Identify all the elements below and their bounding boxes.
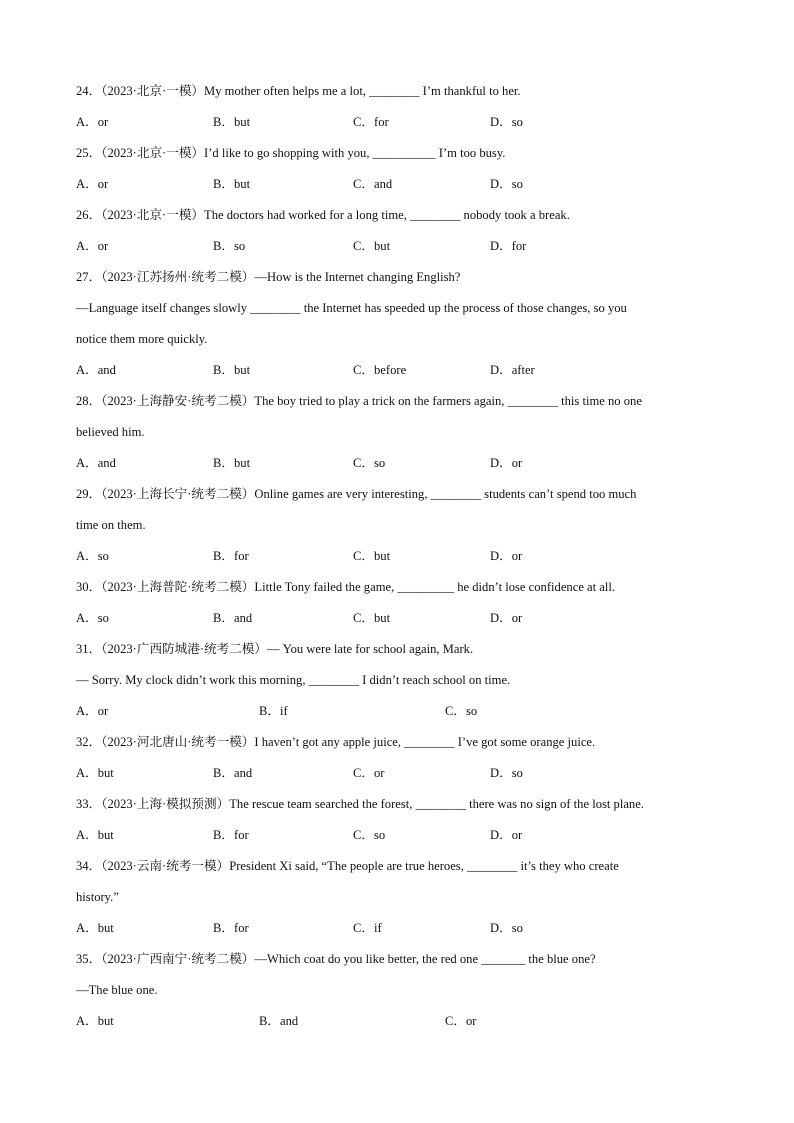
question-block — [76, 262, 716, 386]
question-block — [76, 76, 716, 138]
answer-option[interactable]: B．but — [213, 363, 251, 377]
question-stem: 25．（2023·北京·一模）I’d like to go shopping with you, __________ I’m too busy. — [76, 146, 506, 160]
question-stem: 24．（2023·北京·一模）My mother often helps me a lot, ________ I’m thankful to her. — [76, 84, 521, 98]
answer-option[interactable]: B．and — [259, 1014, 299, 1028]
answer-option[interactable]: A．and — [76, 456, 116, 470]
answer-option[interactable]: D．or — [490, 828, 523, 842]
answer-option[interactable]: C．and — [353, 177, 393, 191]
answer-option[interactable]: D．so — [490, 766, 523, 780]
answer-option[interactable]: C．for — [353, 115, 389, 129]
answer-option[interactable]: A．or — [76, 704, 109, 718]
question-stem: 26．（2023·北京·一模）The doctors had worked for a long time, ________ nobody took a break. — [76, 208, 570, 222]
answer-option[interactable]: A．but — [76, 766, 114, 780]
answer-option[interactable]: D．or — [490, 456, 523, 470]
answer-options — [76, 603, 716, 634]
answer-option[interactable]: A．or — [76, 115, 109, 129]
answer-option[interactable]: C．or — [445, 1014, 477, 1028]
answer-option[interactable]: D．for — [490, 239, 527, 253]
answer-option[interactable]: B．if — [259, 704, 288, 718]
question-block — [76, 634, 716, 727]
question-stem-continued: notice them more quickly. — [76, 332, 208, 346]
answer-option[interactable]: C．before — [353, 363, 407, 377]
question-stem: 32．（2023·河北唐山·统考一模）I haven’t got any apple juice, ________ I’ve got some orange juice. — [76, 735, 596, 749]
answer-option[interactable]: A．so — [76, 549, 109, 563]
question-stem-continued: time on them. — [76, 518, 146, 532]
answer-options — [76, 541, 716, 572]
question-block — [76, 200, 716, 262]
answer-option[interactable]: C．but — [353, 239, 391, 253]
answer-option[interactable]: B．for — [213, 921, 249, 935]
question-stem: 30．（2023·上海普陀·统考二模）Little Tony failed the game, _________ he didn’t lose confidence at all. — [76, 580, 616, 594]
question-stem-continued: history.” — [76, 890, 119, 904]
answer-options — [76, 820, 716, 851]
answer-option[interactable]: C．so — [353, 828, 386, 842]
question-stem-continued: —The blue one. — [76, 983, 158, 997]
question-stem: 31．（2023·广西防城港·统考二模）— You were late for school again, Mark. — [76, 642, 474, 656]
question-block — [76, 479, 716, 572]
question-block — [76, 944, 716, 1037]
question-stem: 27．（2023·江苏扬州·统考二模）—How is the Internet changing English? — [76, 270, 461, 284]
answer-option[interactable]: B．and — [213, 766, 253, 780]
answer-options — [76, 448, 716, 479]
answer-option[interactable]: B．so — [213, 239, 246, 253]
answer-option[interactable]: C．so — [445, 704, 478, 718]
answer-option[interactable]: C．so — [353, 456, 386, 470]
answer-option[interactable]: A．but — [76, 1014, 114, 1028]
question-stem: 33．（2023·上海·模拟预测）The rescue team searched the forest, ________ there was no sign of the lost plane. — [76, 797, 644, 811]
question-stem-continued: —Language itself changes slowly ________ the Internet has speeded up the process of those changes, so you — [76, 301, 627, 315]
question-stem-continued: believed him. — [76, 425, 145, 439]
question-stem-continued: — Sorry. My clock didn’t work this morning, ________ I didn’t reach school on time. — [76, 673, 511, 687]
answer-option[interactable]: B．but — [213, 177, 251, 191]
answer-option[interactable]: D．after — [490, 363, 535, 377]
question-stem: 28．（2023·上海静安·统考二模）The boy tried to play a trick on the farmers again, ________ this time no one — [76, 394, 642, 408]
answer-option[interactable]: B．for — [213, 549, 249, 563]
question-block — [76, 727, 716, 789]
answer-option[interactable]: D．so — [490, 177, 523, 191]
answer-options — [76, 913, 716, 944]
answer-options — [76, 169, 716, 200]
question-stem: 29．（2023·上海长宁·统考二模）Online games are very interesting, ________ students can’t spend too much — [76, 487, 637, 501]
answer-options — [76, 231, 716, 262]
answer-option[interactable]: D．or — [490, 549, 523, 563]
answer-option[interactable]: B．for — [213, 828, 249, 842]
question-block — [76, 851, 716, 944]
answer-option[interactable]: B．and — [213, 611, 253, 625]
question-stem: 35．（2023·广西南宁·统考二模）—Which coat do you like better, the red one _______ the blue one? — [76, 952, 596, 966]
answer-option[interactable]: B．but — [213, 115, 251, 129]
answer-option[interactable]: D．so — [490, 921, 523, 935]
answer-option[interactable]: D．so — [490, 115, 523, 129]
answer-option[interactable]: B．but — [213, 456, 251, 470]
answer-option[interactable]: C．or — [353, 766, 385, 780]
question-stem: 34．（2023·云南·统考一模）President Xi said, “The people are true heroes, ________ it’s they who create — [76, 859, 619, 873]
answer-option[interactable]: C．if — [353, 921, 382, 935]
answer-options — [76, 107, 716, 138]
question-block — [76, 386, 716, 479]
answer-option[interactable]: A．and — [76, 363, 116, 377]
answer-options — [76, 696, 716, 727]
question-block — [76, 138, 716, 200]
answer-option[interactable]: D．or — [490, 611, 523, 625]
answer-options — [76, 1006, 716, 1037]
answer-options — [76, 758, 716, 789]
question-block — [76, 572, 716, 634]
answer-option[interactable]: A．but — [76, 828, 114, 842]
answer-option[interactable]: A．so — [76, 611, 109, 625]
question-block — [76, 789, 716, 851]
answer-option[interactable]: C．but — [353, 549, 391, 563]
answer-options — [76, 355, 716, 386]
answer-option[interactable]: A．or — [76, 239, 109, 253]
answer-option[interactable]: A．or — [76, 177, 109, 191]
answer-option[interactable]: A．but — [76, 921, 114, 935]
answer-option[interactable]: C．but — [353, 611, 391, 625]
